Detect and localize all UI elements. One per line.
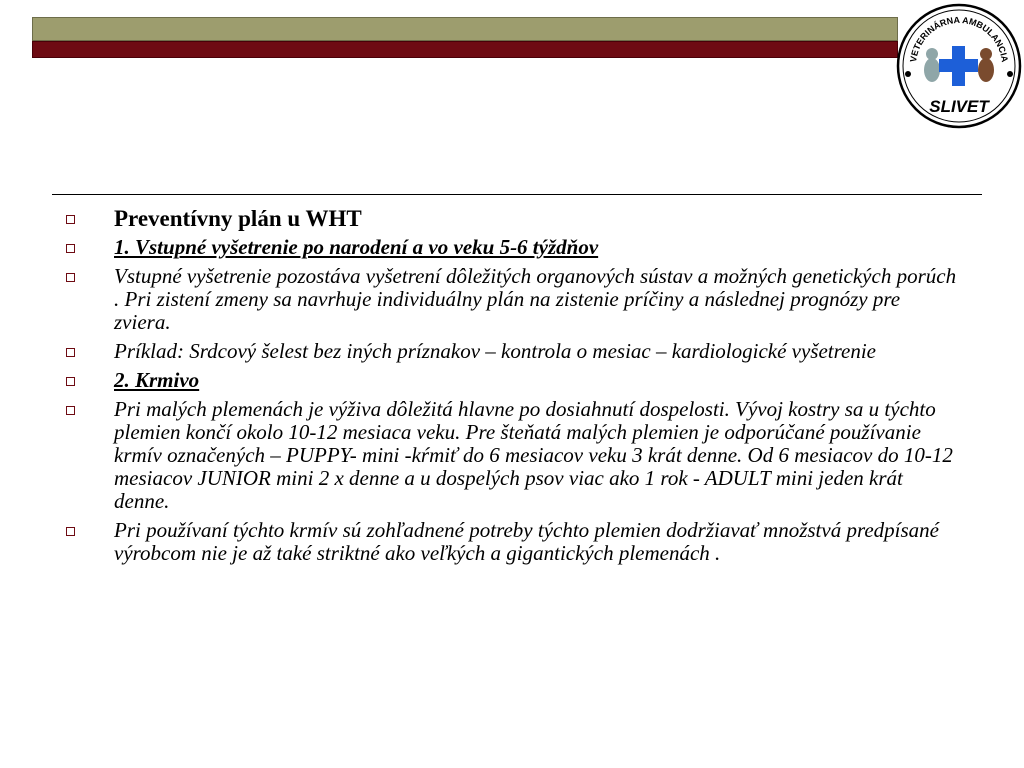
list-item-text: 2. Krmivo	[114, 368, 200, 392]
square-bullet-icon	[66, 348, 75, 357]
logo-name: SLIVET	[929, 97, 989, 116]
list-item	[60, 398, 960, 513]
header-band-red	[32, 41, 898, 58]
header-band-olive	[32, 17, 898, 41]
bullet-list	[60, 207, 960, 571]
square-bullet-icon	[66, 215, 75, 224]
square-bullet-icon	[66, 527, 75, 536]
list-item	[60, 369, 960, 392]
list-item	[60, 265, 960, 334]
cat-figure-icon	[924, 48, 940, 82]
slivet-logo	[894, 2, 1024, 130]
list-item	[60, 236, 960, 259]
logo-arc-text: VETERINÁRNA AMBULANCIA	[908, 14, 1010, 63]
list-item	[60, 340, 960, 363]
square-bullet-icon	[66, 406, 75, 415]
square-bullet-icon	[66, 244, 75, 253]
list-item-text: Pri používaní týchto krmív sú zohľadnené potreby týchto plemien dodržiavať množstvá predpísané výrobcom nie je až také striktné ako veľkých a gigantických plemenách .	[114, 518, 939, 565]
dog-figure-icon	[978, 48, 994, 82]
list-item	[60, 519, 960, 565]
list-item-text: 1. Vstupné vyšetrenie po narodení a vo veku 5-6 týždňov	[114, 235, 599, 259]
list-item-text: Pri malých plemenách je výživa dôležitá hlavne po dosiahnutí dospelosti. Vývoj kostry sa u týchto plemien končí okolo 10-12 mesiaca veku. Pre šteňatá malých plemien je odporúčané používanie krmív označených – PUPPY- mini -kŕmiť do 6 mesiacov veku 3 krát denne. Od 6 mesiacov do 10-12 mesiacov JUNIOR mini 2 x denne a u dospelých psov viac ako 1 rok - ADULT mini jeden krát denne.	[114, 397, 953, 513]
list-item	[60, 207, 960, 230]
square-bullet-icon	[66, 273, 75, 282]
list-item-text: Príklad: Srdcový šelest bez iných príznakov – kontrola o mesiac – kardiologické vyšetrenie	[114, 339, 876, 363]
veterinary-cross-logo-icon	[894, 2, 1024, 130]
title-divider	[52, 194, 982, 195]
square-bullet-icon	[66, 377, 75, 386]
list-item-text: Vstupné vyšetrenie pozostáva vyšetrení dôležitých organových sústav a možných genetických porúch . Pri zistení zmeny sa navrhuje individuálny plán na zistenie príčiny a následnej prognózy pre zviera.	[114, 264, 957, 334]
list-item-text: Preventívny plán u WHT	[114, 206, 362, 231]
